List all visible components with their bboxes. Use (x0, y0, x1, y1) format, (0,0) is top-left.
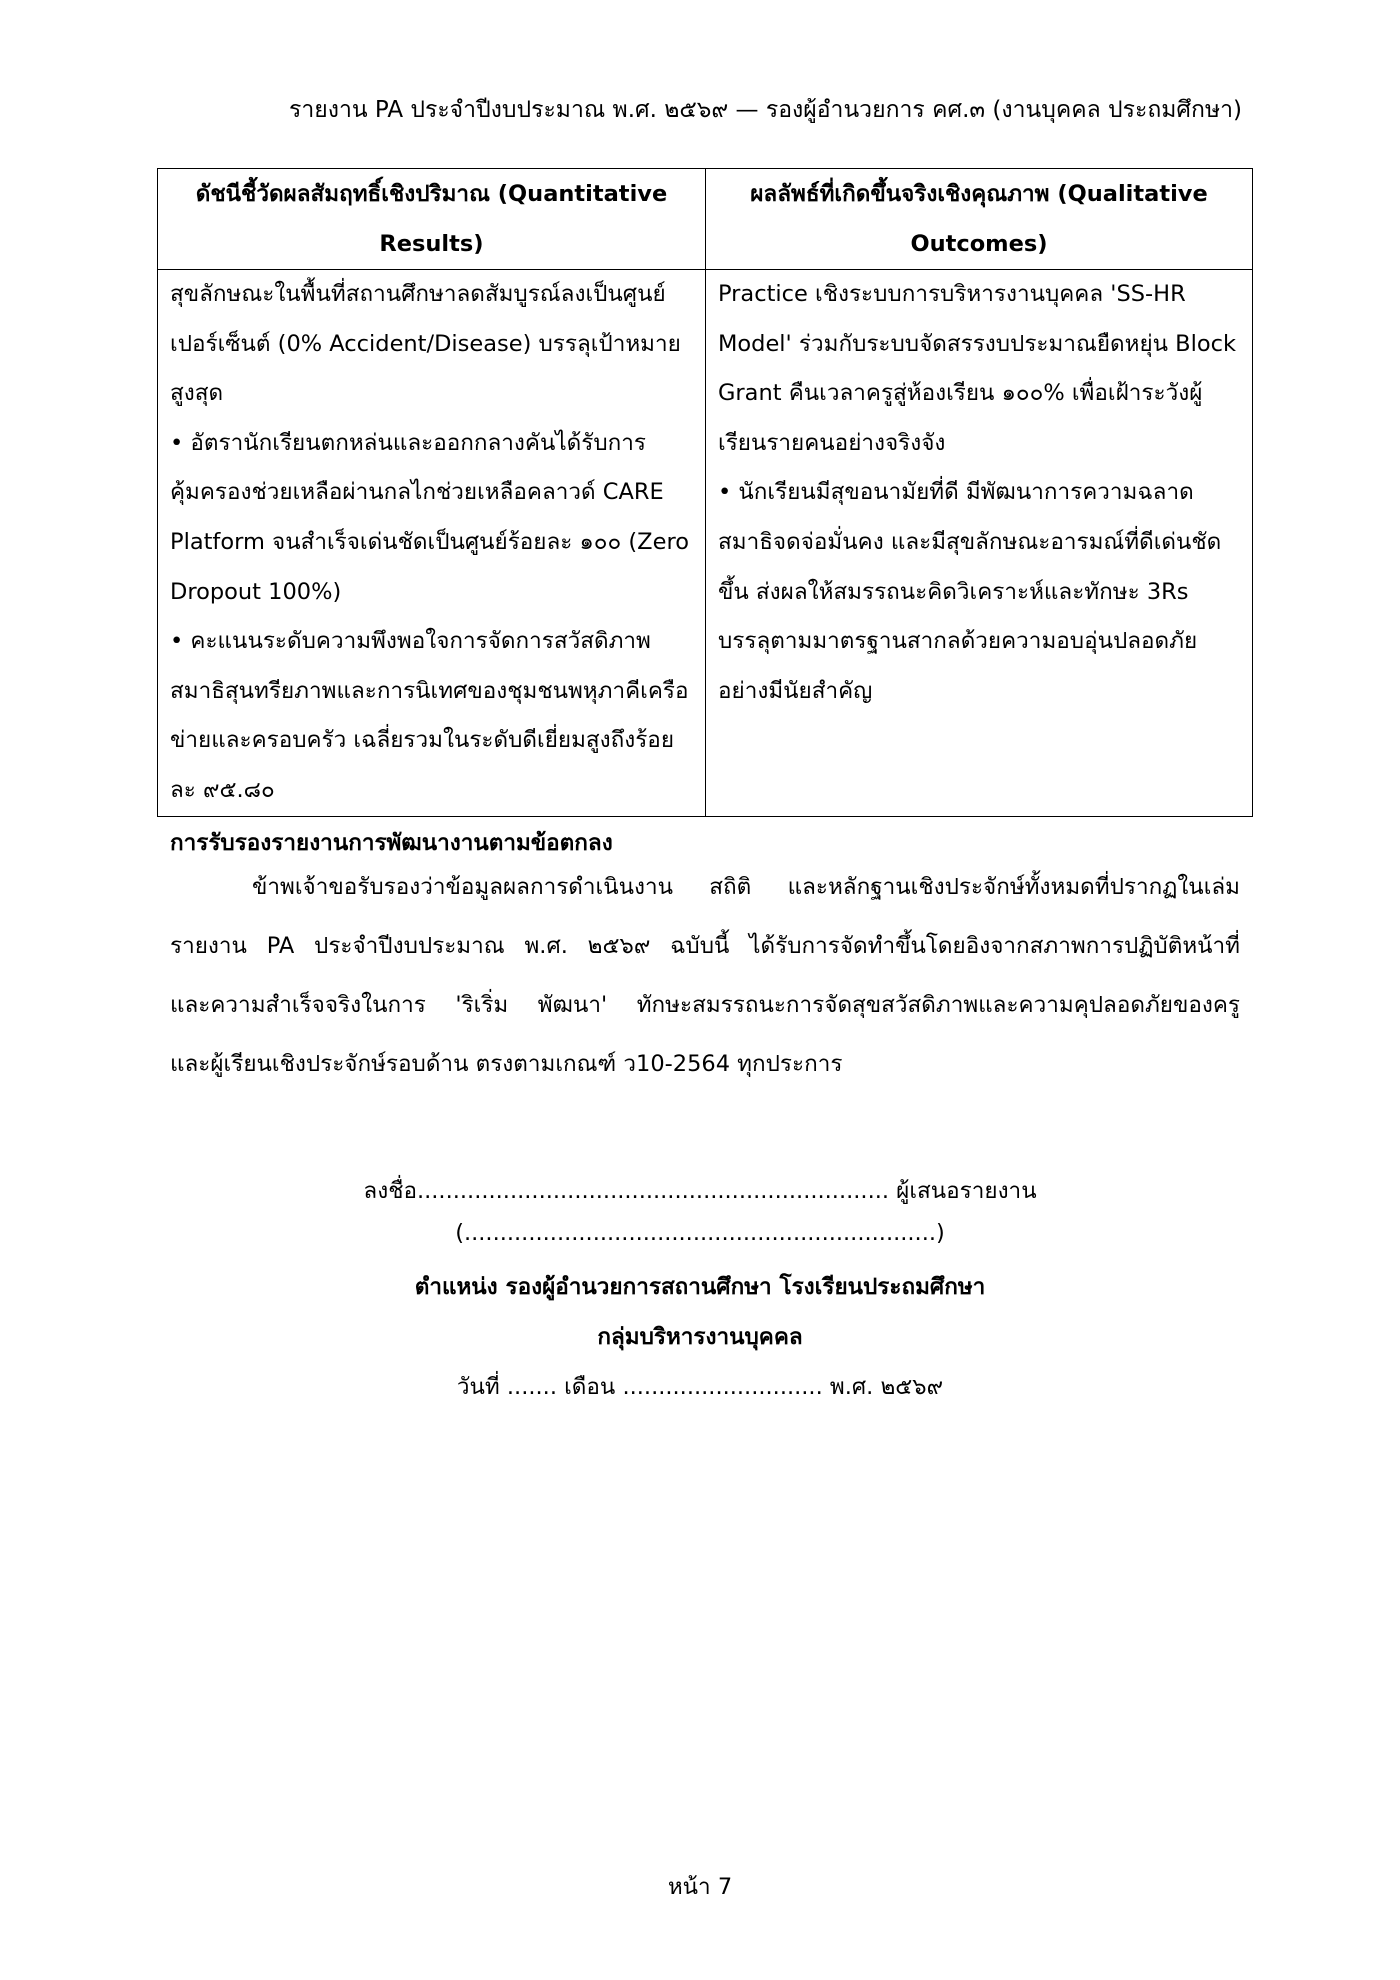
quantitative-item: • อัตรานักเรียนตกหล่นและออกกลางคันได้รับการคุ้มครองช่วยเหลือผ่านกลไกช่วยเหลือคลาวด์ CARE Platform จนสำเร็จเด่นชัดเป็นศูนย์ร้อยละ ๑๐๐ (Zero Dropout 100%) (170, 429, 689, 605)
signer-position: ตำแหน่ง รองผู้อำนวยการสถานศึกษา โรงเรียนประถมศึกษา (414, 1274, 986, 1300)
table-row (158, 270, 1253, 817)
page-number: หน้า 7 (667, 1874, 733, 1900)
results-table (157, 168, 1253, 817)
quantitative-cell (158, 270, 706, 817)
signer-department: กลุ่มบริหารงานบุคคล (597, 1324, 803, 1350)
qualitative-cell (706, 270, 1253, 817)
certification-line: รายงาน PA ประจำปีงบประมาณ พ.ศ. ๒๕๖๙ ฉบับนี้ ได้รับการจัดทำขึ้นโดยอิงจากสภาพการปฏิบัติหน้าที่ (170, 933, 1240, 959)
quantitative-item: • คะแนนระดับความพึงพอใจการจัดการสวัสดิภาพสมาธิสุนทรียภาพและการนิเทศของชุมชนพหุภาคีเครือข่ายและครอบครัว เฉลี่ยรวมในระดับดีเยี่ยมสูงถึงร้อยละ ๙๕.๘๐ (170, 628, 689, 803)
quantitative-header: ดัชนีชี้วัดผลสัมฤทธิ์เชิงปริมาณ (Quantitative Results) (158, 169, 706, 270)
certification-line: ข้าพเจ้าขอรับรองว่าข้อมูลผลการดำเนินงาน สถิติ และหลักฐานเชิงประจักษ์ทั้งหมดที่ปรากฏในเล่ม (252, 874, 1240, 900)
quantitative-item: สุขลักษณะในพื้นที่สถานศึกษาลดสัมบูรณ์ลงเป็นศูนย์เปอร์เซ็นต์ (0% Accident/Disease) บรรลุเป้าหมายสูงสุด (170, 281, 681, 407)
certification-line: และผู้เรียนเชิงประจักษ์รอบด้าน ตรงตามเกณฑ์ ว10-2564 ทุกประการ (170, 1051, 843, 1077)
signer-name-line: (..................................................................) (455, 1220, 945, 1246)
qualitative-item: Practice เชิงระบบการบริหารงานบุคคล 'SS-HR Model' ร่วมกับระบบจัดสรรงบประมาณยืดหยุ่น Block Grant คืนเวลาครูสู่ห้องเรียน ๑๐๐% เพื่อเฝ้าระวังผู้เรียนรายคนอย่างจริงจัง (718, 281, 1237, 456)
signature-date-line: วันที่ ....... เดือน ............................ พ.ศ. ๒๕๖๙ (456, 1374, 944, 1400)
certification-line: และความสำเร็จจริงในการ 'ริเริ่ม พัฒนา' ทักษะสมรรถนะการจัดสุขสวัสดิภาพและความคุปลอดภัยของครู (170, 992, 1240, 1018)
certification-heading: การรับรองรายงานการพัฒนางานตามข้อตกลง (170, 830, 613, 856)
qualitative-header: ผลลัพธ์ที่เกิดขึ้นจริงเชิงคุณภาพ (Qualitative Outcomes) (706, 169, 1253, 270)
signature-line: ลงชื่อ.................................................................. ผู้เสนอรายงาน (363, 1178, 1037, 1204)
certification-paragraph (170, 858, 1240, 1094)
running-header: รายงาน PA ประจำปีงบประมาณ พ.ศ. ๒๕๖๙ — รองผู้อำนวยการ คศ.๓ (งานบุคคล ประถมศึกษา) (289, 97, 1242, 123)
table-header-row (158, 169, 1253, 270)
qualitative-item: • นักเรียนมีสุขอนามัยที่ดี มีพัฒนาการความฉลาดสมาธิจดจ่อมั่นคง และมีสุขลักษณะอารมณ์ที่ดีเด่นชัดขึ้น ส่งผลให้สมรรถนะคิดวิเคราะห์และทักษะ 3Rs บรรลุตามมาตรฐานสากลด้วยความอบอุ่นปลอดภัยอย่างมีนัยสำคัญ (718, 479, 1222, 704)
